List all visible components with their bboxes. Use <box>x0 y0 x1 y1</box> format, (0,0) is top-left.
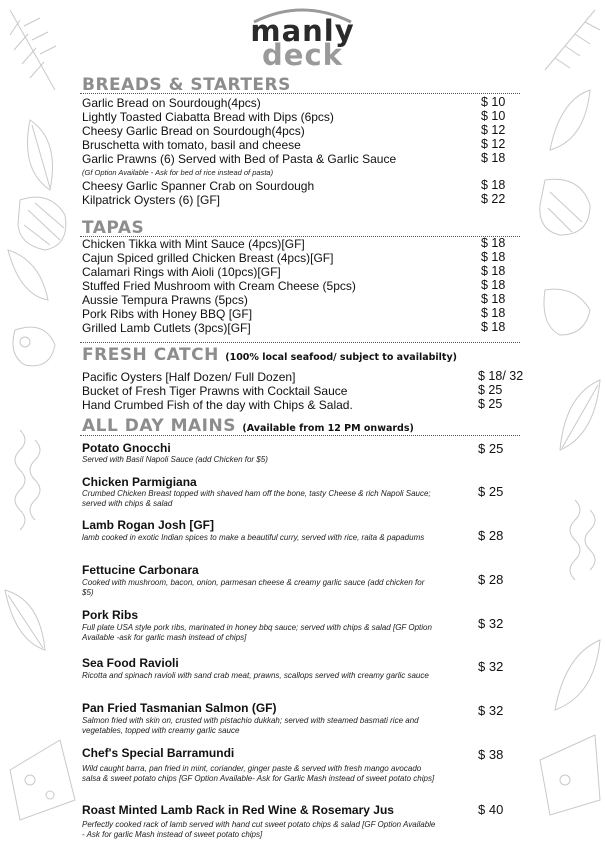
section-title-mains: ALL DAY MAINS (Available from 12 PM onwards) <box>82 416 414 436</box>
section-divider <box>80 435 520 436</box>
main-dish-price: $ 32 <box>478 616 504 631</box>
menu-item-name: Aussie Tempura Prawns (5pcs) <box>82 293 248 307</box>
section-title-tapas: TAPAS <box>82 218 145 238</box>
main-dish-name: Sea Food Ravioli <box>82 656 179 670</box>
section-title-fresh-catch: FRESH CATCH (100% local seafood/ subject to availabilty) <box>82 345 458 365</box>
menu-item-price: $ 18 <box>481 151 506 165</box>
section-title-breads: BREADS & STARTERS <box>82 75 291 95</box>
main-dish-desc: Ricotta and spinach ravioli with sand crab meat, prawns, scallops served with creamy garlic sauce <box>82 671 429 680</box>
menu-item-price: $ 10 <box>481 95 506 109</box>
pasta-icon <box>15 430 40 530</box>
menu-item-name: Grilled Lamb Cutlets (3pcs)[GF] <box>82 321 251 335</box>
main-dish-price: $ 38 <box>478 747 504 762</box>
menu-item-name: Bruschetta with tomato, basil and cheese <box>82 138 301 152</box>
main-dish-price: $ 32 <box>478 703 504 718</box>
steak-icon <box>18 197 66 250</box>
leaf-icon <box>8 250 48 300</box>
menu-item-price: $ 18 <box>481 250 506 264</box>
menu-item-price: $ 18 <box>481 236 506 250</box>
menu-item-name: Lightly Toasted Ciabatta Bread with Dips (6pcs) <box>82 110 334 124</box>
main-dish-desc: Perfectly cooked rack of lamb served with hand cut sweet potato chips & salad [GF Option Available - Ask for garlic Mash instead of sweet potato chips] <box>82 820 436 839</box>
main-dish-name: Roast Minted Lamb Rack in Red Wine & Rosemary Jus <box>82 803 394 817</box>
main-dish-desc: lamb cooked in exotic Indian spices to make a beautiful curry, served with rice, raita & papadums <box>82 533 425 542</box>
menu-item-name: Garlic Bread on Sourdough(4pcs) <box>82 96 261 110</box>
main-dish-name: Pork Ribs <box>82 608 139 622</box>
menu-item-price: $ 18 <box>481 292 506 306</box>
menu-item-price: $ 18 <box>481 278 506 292</box>
menu-item-price: $ 18/ 32 <box>478 369 524 383</box>
logo-manly: manly <box>250 14 355 48</box>
menu-item-price: $ 18 <box>481 178 506 192</box>
menu-item-name: Hand Crumbed Fish of the day with Chips & Salad. <box>82 398 353 412</box>
menu-item-name: Cheesy Garlic Bread on Sourdough(4pcs) <box>82 124 305 138</box>
section-divider <box>80 342 520 343</box>
menu-item-name: Calamari Rings with Aioli (10pcs)[GF] <box>82 265 281 279</box>
cheese-icon <box>540 735 600 815</box>
menu-item-name: Stuffed Fried Mushroom with Cream Cheese (5pcs) <box>82 279 356 293</box>
leaf-icon <box>550 90 590 150</box>
main-dish-desc: Cooked with mushroom, bacon, onion, parmesan cheese & creamy garlic sauce (add chicken for $5) <box>82 578 425 597</box>
main-dish-desc: Wild caught barra, pan fried in mint, coriander, ginger paste & served with fresh mango avocado salsa & sweet potato chips [GF Option Available- Ask for Garlic Mash instead of sweet potato chips] <box>82 764 435 783</box>
steak-icon <box>540 179 590 235</box>
main-dish-price: $ 28 <box>478 572 504 587</box>
main-dish-name: Potato Gnocchi <box>82 441 171 455</box>
logo-deck: deck <box>262 38 343 72</box>
menu-item-name: Kilpatrick Oysters (6) [GF] <box>82 193 221 207</box>
main-dish-name: Chicken Parmigiana <box>82 475 197 489</box>
menu-item-price: $ 18 <box>481 264 506 278</box>
main-dish-desc: Served with Basil Napoli Sauce (add Chicken for $5) <box>82 455 268 464</box>
main-dish-desc: Salmon fried with skin on, crusted with pistachio dukkah; served with steamed basmati rice and vegetables, topped with creamy garlic sauce <box>82 716 419 735</box>
meat-leg-icon <box>13 327 55 366</box>
section-subtitle: (100% local seafood/ subject to availabilty) <box>225 352 458 363</box>
menu-item-name: Cajun Spiced grilled Chicken Breast (4pcs)[GF] <box>82 251 334 265</box>
menu-item-price: $ 25 <box>478 397 503 411</box>
main-dish-desc: Crumbed Chicken Breast topped with shaved ham off the bone, tasty Cheese & rich Napoli Sauce; served with chips & salad <box>82 489 431 508</box>
main-dish-price: $ 40 <box>478 802 504 817</box>
menu-item-name: Pacific Oysters [Half Dozen/ Full Dozen] <box>82 370 296 384</box>
menu-item-price: $ 18 <box>481 306 506 320</box>
meat-leg-icon <box>544 289 590 335</box>
main-dish-price: $ 28 <box>478 528 504 543</box>
menu-item-name: Chicken Tikka with Mint Sauce (4pcs)[GF] <box>82 237 305 251</box>
main-dish-price: $ 32 <box>478 659 504 674</box>
main-dish-name: Lamb Rogan Josh [GF] <box>82 518 214 532</box>
menu-item-name: Garlic Prawns (6) Served with Bed of Pasta & Garlic Sauce <box>82 152 397 166</box>
menu-item-price: $ 12 <box>481 123 506 137</box>
main-dish-name: Chef's Special Barramundi <box>82 746 235 760</box>
main-dish-name: Pan Fried Tasmanian Salmon (GF) <box>82 701 277 715</box>
main-dish-desc: Full plate USA style pork ribs, marinated in honey bbq sauce; served with chips & salad [GF Option Available -ask for garlic mash instead of chips] <box>82 623 432 642</box>
menu-item-name: Cheesy Garlic Spanner Crab on Sourdough <box>82 179 315 193</box>
leaf-icon <box>555 640 600 710</box>
section-divider <box>80 93 520 94</box>
pasta-icon <box>570 500 595 580</box>
cheese-icon <box>10 740 75 820</box>
menu-item-price: $ 12 <box>481 137 506 151</box>
menu-item-price: $ 10 <box>481 109 506 123</box>
menu-item-name: Bucket of Fresh Tiger Prawns with Cocktail Sauce <box>82 384 348 398</box>
menu-item-price: $ 18 <box>481 320 506 334</box>
menu-item-name: Pork Ribs with Honey BBQ [GF] <box>82 307 253 321</box>
main-dish-price: $ 25 <box>478 484 504 499</box>
leaf-icon <box>28 120 53 190</box>
leaf-icon <box>560 380 600 450</box>
main-dish-price: $ 25 <box>478 441 504 456</box>
menu-note: (Gf Option Available - Ask for bed of rice instead of pasta) <box>82 168 274 177</box>
menu-item-price: $ 25 <box>478 383 503 397</box>
main-dish-name: Fettucine Carbonara <box>82 563 199 577</box>
menu-item-price: $ 22 <box>481 192 506 206</box>
leaf-icon <box>5 590 45 650</box>
section-subtitle: (Available from 12 PM onwards) <box>242 423 414 434</box>
